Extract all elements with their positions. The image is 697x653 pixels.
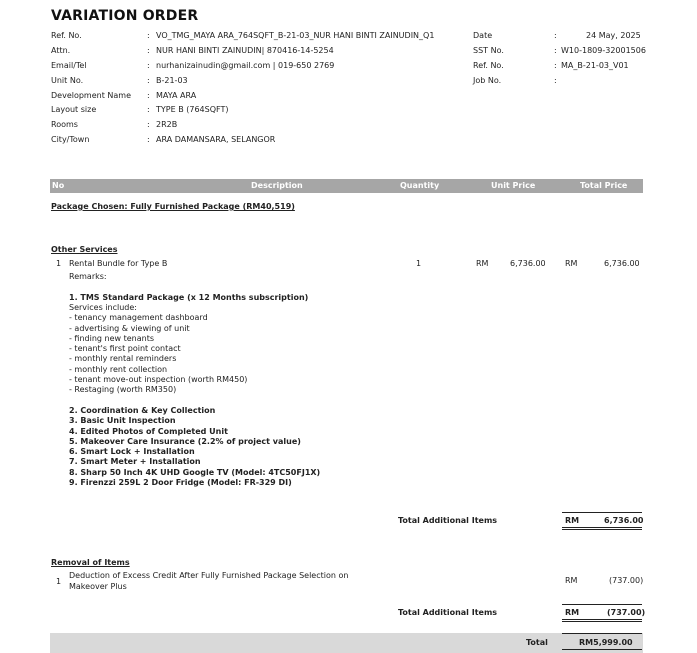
package-chosen: Package Chosen: Fully Furnished Package (RM40,519): [51, 202, 295, 211]
column-header-unit-price: Unit Price: [491, 181, 536, 190]
removal-total-label: Total Additional Items: [398, 608, 498, 617]
layout-size-label: Layout size: [51, 105, 97, 114]
divider: [562, 633, 642, 634]
email-tel-value: nurhanizainudin@gmail.com | 019-650 2769: [156, 61, 335, 70]
list-item: 4. Edited Photos of Completed Unit: [69, 426, 228, 436]
services-include-list: [69, 303, 247, 396]
column-header-total-price: Total Price: [580, 181, 628, 190]
divider: [562, 529, 642, 530]
total-price-value: 6,736.00: [604, 259, 640, 268]
divider: [562, 649, 642, 650]
list-item: - tenancy management dashboard: [69, 313, 208, 323]
colon: :: [554, 61, 557, 70]
colon: :: [554, 46, 557, 55]
package-title: 1. TMS Standard Package (x 12 Months subscription): [69, 293, 309, 302]
rooms-label: Rooms: [51, 120, 78, 129]
list-item: 8. Sharp 50 Inch 4K UHD Google TV (Model: 4TC50FJ1X): [69, 467, 321, 477]
divider: [562, 621, 642, 622]
unit-no-value: B-21-03: [156, 76, 188, 85]
removal-value: (737.00): [609, 576, 644, 585]
list-item: - advertising & viewing of unit: [69, 323, 190, 333]
removal-item-number: 1: [56, 577, 62, 586]
city-town-value: ARA DAMANSARA, SELANGOR: [156, 135, 276, 144]
unit-price-value: 6,736.00: [510, 259, 546, 268]
ref-no-value: VO_TMG_MAYA ARA_764SQFT_B-21-03_NUR HANI BINTI ZAINUDIN_Q1: [156, 31, 435, 40]
attn-value: NUR HANI BINTI ZAINUDIN| 870416-14-5254: [156, 46, 334, 55]
item-name: Rental Bundle for Type B: [69, 259, 168, 268]
list-item: 5. Makeover Care Insurance (2.2% of project value): [69, 436, 301, 446]
colon: :: [147, 61, 150, 70]
numbered-items-list: [69, 406, 320, 488]
table-header: [50, 179, 643, 193]
item-number: 1: [56, 259, 62, 268]
list-item: 6. Smart Lock + Installation: [69, 447, 195, 457]
list-item: Services include:: [69, 303, 137, 312]
divider: [562, 527, 642, 528]
other-services-heading: Other Services: [51, 245, 118, 254]
grand-total-label: Total: [526, 638, 548, 647]
layout-size-value: TYPE B (764SQFT): [156, 105, 229, 114]
grand-total-value: RM5,999.00: [579, 638, 633, 647]
removal-item-line1: Deduction of Excess Credit After Fully Furnished Package Selection on: [69, 571, 349, 580]
removal-total-currency: RM: [565, 608, 580, 617]
list-item: - finding new tenants: [69, 333, 155, 343]
email-tel-label: Email/Tel: [51, 61, 87, 70]
grand-total-bar: [50, 633, 643, 653]
list-item: - monthly rental reminders: [69, 354, 177, 364]
document-title: VARIATION ORDER: [51, 8, 199, 24]
colon: :: [147, 105, 150, 114]
removal-total-value: (737.00): [607, 608, 646, 617]
colon: :: [147, 91, 150, 100]
list-item: - monthly rent collection: [69, 364, 168, 374]
colon: :: [147, 46, 150, 55]
divider: [562, 512, 642, 513]
removal-currency: RM: [565, 576, 578, 585]
subtotal-currency: RM: [565, 516, 580, 525]
date-label: Date: [473, 31, 493, 40]
development-name-label: Development Name: [51, 91, 131, 100]
ref-no-right-label: Ref. No.: [473, 61, 504, 70]
colon: :: [147, 135, 150, 144]
removal-heading: Removal of Items: [51, 558, 130, 567]
unit-price-currency: RM: [476, 259, 489, 268]
list-item: 2. Coordination & Key Collection: [69, 406, 216, 415]
list-item: - Restaging (worth RM350): [69, 385, 177, 395]
development-name-value: MAYA ARA: [156, 91, 197, 100]
subtotal-value: 6,736.00: [604, 516, 644, 525]
unit-no-label: Unit No.: [51, 76, 84, 85]
ref-no-right-value: MA_B-21-03_V01: [561, 61, 629, 70]
colon: :: [147, 31, 150, 40]
remarks-label: Remarks:: [69, 272, 107, 281]
column-header-description: Description: [251, 181, 303, 190]
column-header-no: No: [52, 181, 65, 190]
city-town-label: City/Town: [51, 135, 90, 144]
column-header-quantity: Quantity: [400, 181, 440, 190]
colon: :: [147, 120, 150, 129]
divider: [562, 619, 642, 620]
sst-no-value: W10-1809-32001506: [561, 46, 646, 55]
job-no-label: Job No.: [473, 76, 502, 85]
list-item: - tenant's first point contact: [69, 344, 181, 354]
ref-no-label: Ref. No.: [51, 31, 82, 40]
list-item: 9. Firenzzi 259L 2 Door Fridge (Model: FR-329 DI): [69, 478, 292, 488]
divider: [562, 604, 642, 605]
total-additional-items-label: Total Additional Items: [398, 516, 498, 525]
list-item: 3. Basic Unit Inspection: [69, 416, 176, 426]
colon: :: [554, 31, 557, 40]
rooms-value: 2R2B: [156, 120, 178, 129]
attn-label: Attn.: [51, 46, 71, 55]
item-quantity: 1: [416, 259, 422, 268]
colon: :: [147, 76, 150, 85]
list-item: 7. Smart Meter + Installation: [69, 457, 201, 467]
colon: :: [554, 76, 557, 85]
list-item: - tenant move-out inspection (worth RM450): [69, 375, 248, 385]
total-price-currency: RM: [565, 259, 578, 268]
removal-item-line2: Makeover Plus: [69, 582, 127, 591]
sst-no-label: SST No.: [473, 46, 504, 55]
date-value: 24 May, 2025: [586, 31, 641, 40]
